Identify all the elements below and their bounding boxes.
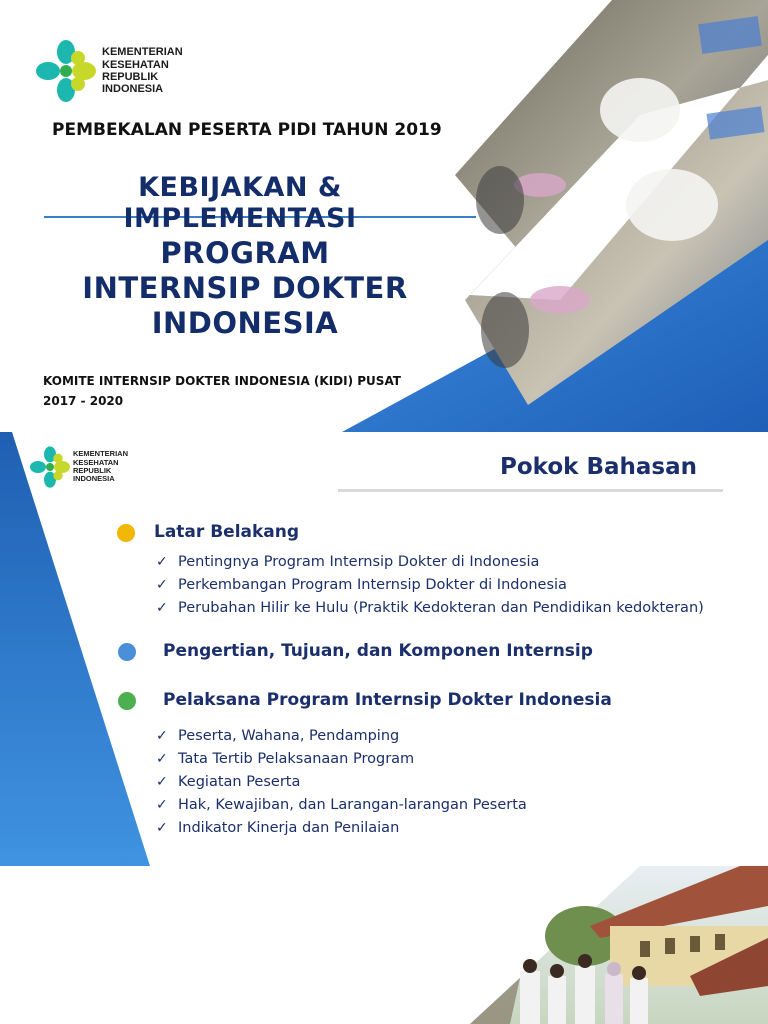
heading-underline xyxy=(338,489,723,492)
kemenkes-logo-small xyxy=(30,446,128,488)
topic-subitems xyxy=(156,551,704,620)
topic-subitems xyxy=(156,725,527,840)
list-item: ✓ Pentingnya Program Internsip Dokter di Indonesia xyxy=(156,551,704,574)
topic-bullet-blue xyxy=(118,643,136,661)
kemenkes-logo xyxy=(36,40,183,102)
event-title: PEMBEKALAN PESERTA PIDI TAHUN 2019 xyxy=(52,120,442,140)
slide-partial-photo xyxy=(0,866,768,1024)
checkmark-icon: ✓ xyxy=(156,600,168,616)
list-item: ✓ Kegiatan Peserta xyxy=(156,771,527,794)
checkmark-icon: ✓ xyxy=(156,554,168,570)
slide-title xyxy=(0,0,768,432)
checkmark-icon: ✓ xyxy=(156,774,168,790)
list-item: ✓ Indikator Kinerja dan Penilaian xyxy=(156,817,527,840)
topic-bullet-yellow xyxy=(117,524,135,542)
list-item: ✓ Peserta, Wahana, Pendamping xyxy=(156,725,527,748)
checkmark-icon: ✓ xyxy=(156,751,168,767)
topic-title: Latar Belakang xyxy=(154,522,300,542)
logo-line: INDONESIA xyxy=(102,83,164,96)
list-item: ✓ Tata Tertib Pelaksanaan Program xyxy=(156,748,527,771)
logo-line: REPUBLIK xyxy=(73,466,112,475)
slide-agenda xyxy=(0,432,768,866)
title-part-a xyxy=(80,172,400,234)
organizer: KOMITE INTERNSIP DOKTER INDONESIA (KIDI) PUSAT xyxy=(43,374,401,388)
logo-line: KEMENTERIAN xyxy=(73,449,129,459)
logo-line: KESEHATAN xyxy=(102,58,169,71)
checkmark-icon: ✓ xyxy=(156,728,168,744)
logo-line: INDONESIA xyxy=(73,474,115,484)
checkmark-icon: ✓ xyxy=(156,820,168,836)
topic-title: Pengertian, Tujuan, dan Komponen Internsip xyxy=(163,641,593,661)
logo-line: KESEHATAN xyxy=(73,457,119,467)
list-item: ✓ Hak, Kewajiban, dan Larangan-larangan Peserta xyxy=(156,794,527,817)
title-line: PROGRAM xyxy=(160,236,330,270)
checkmark-icon: ✓ xyxy=(156,577,168,593)
building-photo xyxy=(0,866,768,1024)
checkmark-icon: ✓ xyxy=(156,797,168,813)
logo-line: KEMENTERIAN xyxy=(102,46,183,59)
title-line: IMPLEMENTASI xyxy=(123,203,357,235)
list-item: ✓ Perkembangan Program Internsip Dokter di Indonesia xyxy=(156,574,704,597)
list-item: ✓ Perubahan Hilir ke Hulu (Praktik Kedokteran dan Pendidikan kedokteran) xyxy=(156,597,704,620)
title-part-b xyxy=(40,236,450,340)
agenda-slide-decoration xyxy=(0,432,160,866)
topic-bullet-green xyxy=(118,692,136,710)
topic-title: Pelaksana Program Internsip Dokter Indonesia xyxy=(163,690,612,710)
kemenkes-leaf-icon xyxy=(36,40,96,102)
title-line: KEBIJAKAN & xyxy=(138,172,342,203)
title-line: INDONESIA xyxy=(151,305,339,340)
kemenkes-leaf-icon xyxy=(30,446,70,488)
period: 2017 - 2020 xyxy=(43,394,124,408)
logo-line: REPUBLIK xyxy=(102,71,159,83)
title-line: INTERNSIP DOKTER xyxy=(82,270,408,305)
agenda-heading: Pokok Bahasan xyxy=(500,454,697,480)
